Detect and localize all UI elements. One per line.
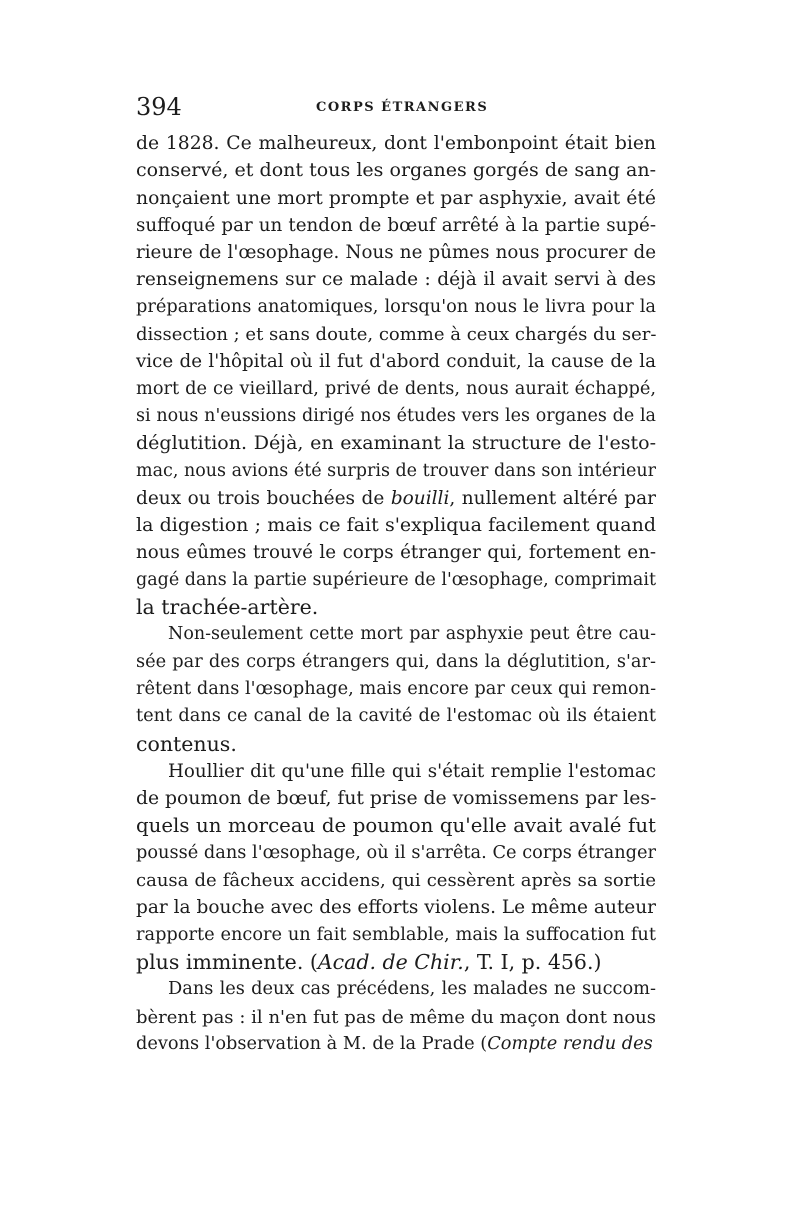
text-line: Dans les deux cas précédens, les malades ne succom- (168, 979, 656, 1000)
paragraph (136, 758, 656, 976)
text-line: devons l'observation à M. de la Prade (Compte rendu des (136, 1033, 653, 1054)
text-line: gagé dans la partie supérieure de l'œsophage, comprimait (136, 569, 656, 590)
text-line: nous eûmes trouvé le corps étranger qui, fortement en- (136, 542, 656, 564)
text-line: rêtent dans l'œsophage, mais encore par ceux qui remon- (136, 678, 657, 699)
text-line: Non-seulement cette mort par asphyxie peut être cau- (168, 624, 656, 645)
text-line: Houllier dit qu'une fille qui s'était remplie l'estomac (168, 760, 656, 782)
text-line: de 1828. Ce malheureux, dont l'embonpoint était bien (136, 133, 656, 154)
page-number: 394 (136, 93, 182, 121)
text-line: rieure de l'œsophage. Nous ne pûmes nous procurer de (136, 242, 656, 264)
text-line: plus imminente. (Acad. de Chir., T. I, p. 456.) (136, 949, 602, 974)
text-line: la digestion ; mais ce fait s'expliqua facilement quand (136, 514, 656, 537)
paragraph (136, 130, 656, 621)
text-line: conservé, et dont tous les organes gorgés de sang an- (136, 159, 656, 182)
text-line: de poumon de bœuf, fut prise de vomissemens par les- (136, 788, 657, 810)
text-line: tent dans ce canal de la cavité de l'estomac où ils étaient (136, 706, 656, 727)
paragraph (136, 621, 656, 757)
paragraph (136, 976, 656, 1058)
text-line: mort de ce vieillard, privé de dents, nous aurait échappé, (136, 378, 656, 399)
text-line: quels un morceau de poumon qu'elle avait avalé fut (136, 814, 656, 838)
text-line: la trachée-artère. (136, 595, 319, 620)
body-text (136, 130, 656, 1058)
text-line: déglutition. Déjà, en examinant la structure de l'esto- (136, 432, 656, 455)
text-line: rapporte encore un fait semblable, mais la suffocation fut (136, 924, 656, 945)
italic-text: Acad. de Chir. (317, 949, 464, 974)
text-line: si nous n'eussions dirigé nos études vers les organes de la (136, 405, 656, 426)
text-line: suffoqué par un tendon de bœuf arrêté à la partie supé- (136, 214, 656, 236)
italic-text: Compte rendu des (487, 1033, 653, 1054)
text-line: sée par des corps étrangers qui, dans la déglutition, s'ar- (136, 651, 656, 672)
text-line: causa de fâcheux accidens, qui cessèrent après sa sortie (136, 870, 656, 892)
text-line: mac, nous avions été surpris de trouver dans son intérieur (136, 460, 656, 481)
page-header (0, 92, 800, 122)
italic-text: bouilli (390, 487, 450, 509)
text-line: poussé dans l'œsophage, où il s'arrêta. Ce corps étranger (136, 842, 656, 863)
text-line: dissection ; et sans doute, comme à ceux chargés du ser- (136, 324, 657, 346)
running-title: CORPS ÉTRANGERS (316, 100, 489, 115)
text-line: préparations anatomiques, lorsqu'on nous le livra pour la (136, 296, 656, 317)
text-line: renseignemens sur ce malade : déjà il avait servi à des (136, 269, 656, 291)
text-line: deux ou trois bouchées de bouilli, nullement altéré par (136, 487, 657, 509)
text-line: vice de l'hôpital où il fut d'abord conduit, la cause de la (136, 351, 656, 373)
text-line: bèrent pas : il n'en fut pas de même du maçon dont nous (136, 1006, 656, 1028)
text-line: nonçaient une mort prompte et par asphyxie, avait été (136, 187, 656, 209)
text-line: par la bouche avec des efforts violens. Le même auteur (136, 897, 656, 919)
text-line: contenus. (136, 731, 237, 756)
